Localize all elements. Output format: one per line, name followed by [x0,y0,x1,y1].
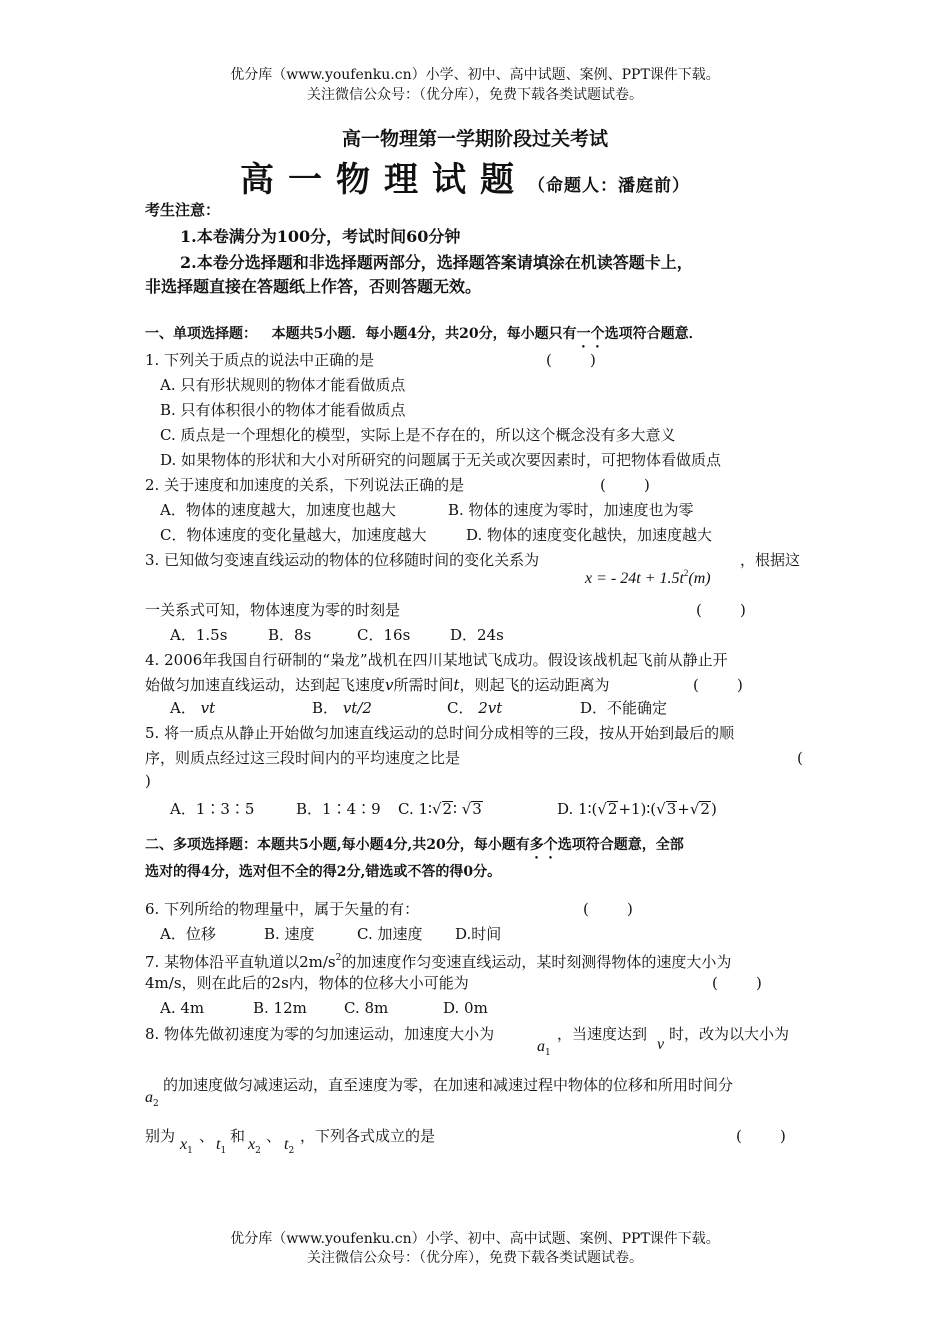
exam-subtitle: 高一物理第一学期阶段过关考试 [341,128,608,150]
q8-and: 和 [230,1127,246,1145]
q6-stem: 6. 下列所给的物理量中，属于矢量的有： [145,900,420,918]
q5-paren-close: ) [145,772,151,790]
q4-option-a-value: vt [200,699,216,717]
q8-var-x2-sub: 2 [255,1146,261,1156]
q7-option-d: D. 0m [443,999,488,1017]
notice-item-2-line-2: 非选择题直接在答题纸上作答，否则答题无效。 [145,277,482,296]
q8-sep-2: 、 [266,1127,282,1145]
q1-answer-paren: ( ) [546,351,596,369]
q7-line-1-b: 的加速度作匀变速直线运动，某时刻测得物体的速度大小为 [341,953,732,971]
q7-line-1-a: 7. 某物体沿平直轨道以2m/s [145,953,336,971]
q8-var-x1-base: x [180,1136,188,1153]
q8-var-a1-base: a [537,1038,545,1055]
q8-answer-paren: ( ) [736,1127,786,1145]
q8-line-1a: 8. 物体先做初速度为零的匀加速运动，加速度大小为 [145,1025,495,1043]
section-2-heading-c: 选项符合题意，全部 [557,837,684,853]
q8-var-a2 [145,1086,159,1115]
notice-label: 考生注意： [145,201,221,219]
q5-option-c: C. 1∶√2∶ √3 [398,800,482,818]
exam-title-row [240,152,690,201]
q5-line-2: 序，则质点经过这三段时间内的平均速度之比是 [145,749,461,767]
q3-option-b: B．8s [268,626,312,644]
q5-option-c-sep: ∶ [453,800,457,818]
q4-answer-paren: ( ) [693,676,743,694]
q8-var-v [657,1033,664,1056]
q2-option-a: A．物体的速度越大，加速度也越大 [160,501,396,519]
q5-option-c-root-2: 2 [442,800,453,818]
q5-option-b: B．1∶4∶9 [296,800,381,818]
q8-var-t1-sub: 1 [220,1146,227,1156]
exam-author: （命题人：潘庭前） [528,176,690,196]
q1-stem: 1. 下列关于质点的说法中正确的是 [145,351,375,369]
section-1-heading-emphasis: 一个 [576,326,605,342]
section-1-heading-text: 本题共5小题．每小题4分，共20分，每小题只有 [271,326,577,342]
q1-option-d: D. 如果物体的形状和大小对所研究的问题属于无关或次要因素时，可把物体看做质点 [160,451,722,469]
q3-option-c: C．16s [357,626,411,644]
q7-line-1-sup: 2 [335,953,342,963]
q4-option-a-label: A． [170,699,196,717]
q6-option-c: C. 加速度 [357,925,423,943]
q4-line-2-b: 所需时间 [393,676,454,694]
q3-formula-exponent: 2 [683,568,689,578]
q8-line-3-prefix: 别为 [145,1127,176,1145]
q8-var-t1 [216,1133,226,1162]
q8-line-1c: 时，改为以大小为 [669,1025,790,1043]
q3-formula-main: x = - 24t + 1.5t [585,570,684,587]
q6-option-b: B. 速度 [264,925,315,943]
q4-option-b-label: B． [312,699,339,717]
q7-option-c: C. 8m [344,999,389,1017]
q2-answer-paren: ( ) [600,476,650,494]
q4-var-t: t [453,676,460,694]
q7-option-a: A. 4m [160,999,205,1017]
q5-option-c-prefix: C. 1∶ [398,800,432,818]
q5-line-1: 5. 将一质点从静止开始做匀加速直线运动的总时间分成相等的三段，按从开始到最后的顺 [145,724,735,742]
footer-line-2: 关注微信公众号：（优分库），免费下载各类试题试卷。 [307,1250,643,1266]
q3-stem-line-2: 一关系式可知，物体速度为零的时刻是 [145,601,401,619]
q3-formula [585,562,711,590]
q8-sep-1: 、 [199,1127,215,1145]
q8-var-x2-base: x [248,1136,256,1153]
notice-item-1: 1.本卷满分为100分，考试时间60分钟 [180,227,461,246]
q3-stem-tail: ，根据这 [740,551,801,569]
q5-option-d-plus: + [677,800,690,818]
q5-option-d-end: ) [710,800,717,818]
header-line-1: 优分库（www.youfenku.cn）小学、初中、高中试题、案例、PPT课件下载。 [230,67,720,83]
q5-option-d-root-2a: 2 [607,800,618,818]
q3-formula-unit: (m) [688,570,711,587]
section-2-heading-line-1 [145,834,684,862]
section-2-heading-emphasis: 多个 [529,837,558,853]
exam-title: 高一物理试题 [240,160,528,200]
footer-line-1: 优分库（www.youfenku.cn）小学、初中、高中试题、案例、PPT课件下载。 [230,1231,720,1247]
q2-option-d: D. 物体的速度变化越快，加速度越大 [466,526,713,544]
q8-var-t2 [284,1133,294,1162]
section-1-heading [145,323,703,351]
q8-var-t2-base: t [284,1136,289,1153]
q8-var-x2 [248,1133,261,1162]
q4-option-a [170,697,215,719]
q3-option-a: A．1.5s [170,626,228,644]
q5-option-d-root-2b: 2 [700,800,710,818]
q4-line-2 [145,674,610,696]
header-line-2: 关注微信公众号：（优分库），免费下载各类试题试卷。 [307,87,643,103]
q2-stem: 2. 关于速度和加速度的关系，下列说法正确的是 [145,476,465,494]
q8-var-x1-sub: 1 [187,1146,193,1156]
q8-line-3-tail: ，下列各式成立的是 [300,1127,436,1145]
q5-option-c-root-3: 3 [472,800,482,818]
q8-var-a2-base: a [145,1089,153,1106]
q1-option-b: B. 只有体积很小的物体才能看做质点 [160,401,406,419]
q8-line-2: 的加速度做匀减速运动，直至速度为零，在加速和减速过程中物体的位移和所用时间分 [163,1076,734,1094]
q8-var-a1-sub: 1 [545,1048,551,1058]
q8-var-t1-base: t [216,1136,221,1153]
q5-paren-open: ( [797,749,803,767]
q3-option-d: D．24s [450,626,504,644]
q4-line-2-a: 始做匀加速直线运动，达到起飞速度 [145,676,386,694]
q4-option-b [312,697,372,719]
q5-option-d: D. 1∶(√2+1)∶(√3+√2) [557,800,717,818]
q4-option-c [447,697,502,719]
q8-var-a2-sub: 2 [153,1099,159,1109]
q5-option-d-mid: +1)∶( [618,800,657,818]
q1-option-a: A. 只有形状规则的物体才能看做质点 [160,376,406,394]
q8-var-a1 [537,1035,551,1064]
q3-answer-paren: ( ) [696,601,746,619]
q4-option-c-value: 2vt [478,699,503,717]
q4-option-d: D．不能确定 [580,699,668,717]
q1-option-c: C. 质点是一个理想化的模型，实际上是不存在的，所以这个概念没有多大意义 [160,426,676,444]
q2-option-c: C．物体速度的变化量越大，加速度越大 [160,526,427,544]
q8-var-x1 [180,1133,193,1162]
q7-option-b: B. 12m [253,999,307,1017]
section-1-heading-tail: 选项符合题意． [604,326,703,342]
q5-option-d-root-3: 3 [666,800,677,818]
q8-line-1b: ，当速度达到 [557,1025,648,1043]
q4-var-v: v [385,676,394,694]
q2-option-b: B. 物体的速度为零时，加速度也为零 [448,501,694,519]
q4-option-c-label: C． [447,699,474,717]
q7-answer-paren: ( ) [712,974,762,992]
section-2-heading-line-2: 选对的得4分，选对但不全的得2分,错选或不答的得0分。 [145,864,502,880]
q4-line-1: 4. 2006年我国自行研制的“枭龙”战机在四川某地试飞成功。假设该战机起飞前从静止开 [145,651,728,669]
q8-var-v-base: v [657,1036,665,1053]
q3-stem: 3. 已知做匀变速直线运动的物体的位移随时间的变化关系为 [145,551,540,569]
q4-line-2-c: ，则起飞的运动距离为 [459,676,610,694]
q5-option-d-prefix: D. 1∶( [557,800,598,818]
q8-var-t2-sub: 2 [288,1146,295,1156]
q5-option-a: A．1∶3∶5 [170,800,255,818]
q8-line-3 [145,1125,175,1147]
notice-item-2-line-1: 2.本卷分选择题和非选择题两部分，选择题答案请填涂在机读答题卡上， [180,253,693,272]
q7-line-1 [145,947,731,973]
q6-option-d: D.时间 [455,925,502,943]
section-1-heading-label: 一、单项选择题： [145,326,257,342]
q6-answer-paren: ( ) [583,900,633,918]
section-2-heading-a: 二、多项选择题：本题共5小题,每小题4分,共20分，每小题有 [145,837,530,853]
q4-option-b-value: vt/2 [342,699,372,717]
q6-option-a: A．位移 [160,925,216,943]
q7-line-2: 4m/s，则在此后的2s内，物体的位移大小可能为 [145,974,469,992]
